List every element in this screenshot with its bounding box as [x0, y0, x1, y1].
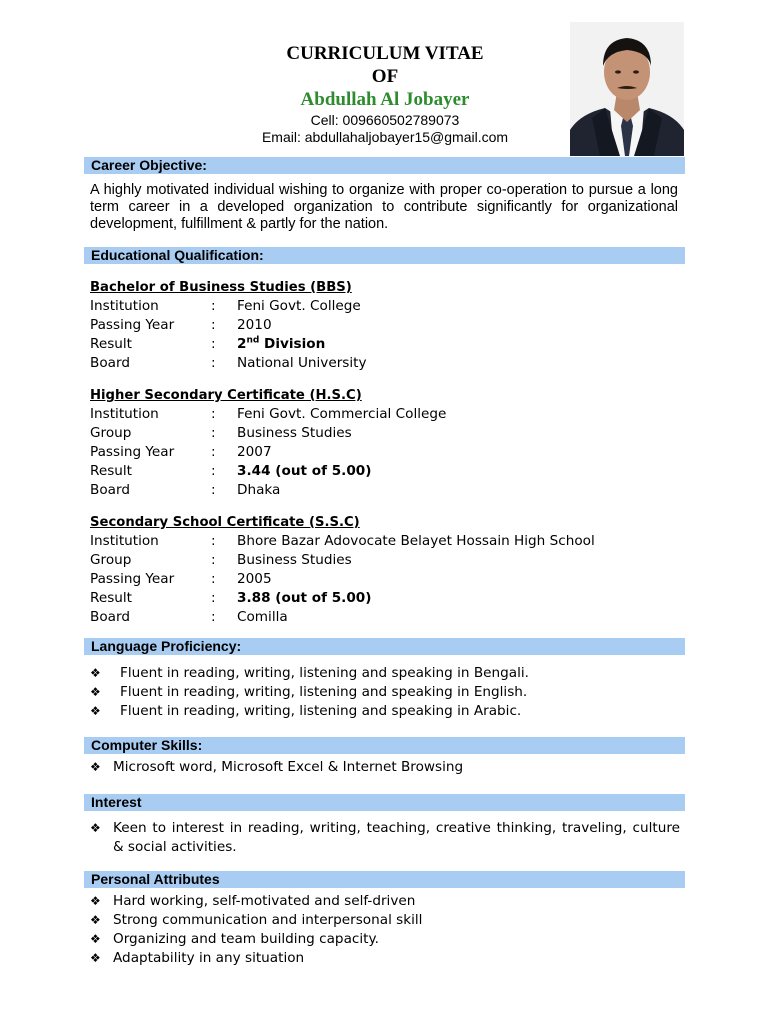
portrait-icon	[570, 22, 684, 156]
section-career-objective: Career Objective:	[84, 157, 685, 174]
row-separator: :	[211, 336, 216, 352]
ssc-row	[90, 589, 690, 608]
cv-title: CURRICULUM VITAE	[286, 43, 484, 64]
computer-skills-list	[90, 758, 680, 777]
bbs-row	[90, 316, 690, 335]
row-value	[237, 335, 325, 354]
list-item	[90, 949, 680, 968]
row-separator: :	[211, 317, 216, 333]
list-item-text: Strong communication and interpersonal skill	[113, 912, 423, 928]
diamond-bullet-icon: ❖	[90, 666, 101, 680]
result-division: Division	[259, 336, 326, 352]
hsc-row	[90, 424, 690, 443]
list-item-text: Fluent in reading, writing, listening and speaking in English.	[120, 684, 528, 700]
row-separator: :	[211, 552, 216, 568]
row-label: Board	[90, 355, 130, 371]
row-value: Comilla	[237, 609, 288, 625]
personal-attributes-list	[90, 892, 680, 968]
career-objective-text: A highly motivated individual wishing to organize with proper co-operation to pursue a long term career in a developed organization to contribute significantly for organizational development, fulfillment & partly for the nation.	[90, 182, 678, 232]
ssc-row	[90, 570, 690, 589]
row-label: Result	[90, 590, 133, 606]
ssc-row	[90, 532, 690, 551]
row-separator: :	[211, 444, 216, 460]
row-value: Feni Govt. Commercial College	[237, 406, 447, 422]
list-item	[90, 683, 680, 702]
row-separator: :	[211, 298, 216, 314]
row-value: Dhaka	[237, 482, 281, 498]
list-item	[90, 664, 680, 683]
diamond-bullet-icon: ❖	[90, 951, 101, 965]
list-item-text: Organizing and team building capacity.	[113, 931, 379, 947]
list-item-text: Fluent in reading, writing, listening and speaking in Arabic.	[120, 703, 522, 719]
row-label: Result	[90, 336, 133, 352]
row-separator: :	[211, 406, 216, 422]
diamond-bullet-icon: ❖	[90, 894, 101, 908]
list-item	[90, 702, 680, 721]
list-item-text: Microsoft word, Microsoft Excel & Internet Browsing	[113, 759, 464, 775]
row-value: Feni Govt. College	[237, 298, 361, 314]
list-item	[90, 911, 680, 930]
row-separator: :	[211, 571, 216, 587]
row-label: Group	[90, 425, 132, 441]
hsc-row	[90, 405, 690, 424]
bbs-row	[90, 335, 690, 354]
row-label: Board	[90, 609, 130, 625]
ssc-row	[90, 608, 690, 627]
cell-number: Cell: 009660502789073	[310, 112, 460, 128]
row-separator: :	[211, 590, 216, 606]
row-value: National University	[237, 355, 367, 371]
row-separator: :	[211, 533, 216, 549]
row-label: Group	[90, 552, 132, 568]
list-item-text: Fluent in reading, writing, listening and speaking in Bengali.	[120, 665, 529, 681]
hsc-row	[90, 462, 690, 481]
row-label: Institution	[90, 298, 159, 314]
row-value: 2005	[237, 571, 272, 587]
bbs-row	[90, 354, 690, 373]
cv-header	[230, 42, 540, 146]
section-computer-skills: Computer Skills:	[84, 737, 685, 754]
section-language-proficiency: Language Proficiency:	[84, 638, 685, 655]
row-label: Institution	[90, 533, 159, 549]
row-label: Passing Year	[90, 444, 175, 460]
list-item	[90, 819, 680, 857]
row-label: Institution	[90, 406, 159, 422]
section-educational-qualification: Educational Qualification:	[84, 247, 685, 264]
diamond-bullet-icon: ❖	[90, 821, 101, 835]
row-label: Board	[90, 482, 130, 498]
row-value: 3.44 (out of 5.00)	[237, 463, 372, 479]
row-label: Result	[90, 463, 133, 479]
diamond-bullet-icon: ❖	[90, 704, 101, 718]
row-value: Bhore Bazar Adovocate Belayet Hossain High School	[237, 533, 595, 549]
result-ordinal: nd	[246, 335, 260, 346]
row-value: 2010	[237, 317, 272, 333]
row-separator: :	[211, 355, 216, 371]
list-item-text: Keen to interest in reading, writing, teaching, creative thinking, traveling, culture & social activities.	[113, 820, 680, 855]
list-item	[90, 758, 680, 777]
candidate-name: Abdullah Al Jobayer	[300, 89, 470, 110]
bbs-title: Bachelor of Business Studies (BBS)	[90, 280, 352, 295]
row-value: 3.88 (out of 5.00)	[237, 590, 372, 606]
row-separator: :	[211, 482, 216, 498]
section-interest: Interest	[84, 794, 685, 811]
diamond-bullet-icon: ❖	[90, 685, 101, 699]
hsc-row	[90, 443, 690, 462]
email-address: Email: abdullahaljobayer15@gmail.com	[261, 129, 509, 145]
hsc-title: Higher Secondary Certificate (H.S.C)	[90, 388, 362, 403]
row-separator: :	[211, 463, 216, 479]
list-item-text: Adaptability in any situation	[113, 950, 305, 966]
diamond-bullet-icon: ❖	[90, 913, 101, 927]
cv-of: OF	[371, 66, 399, 87]
row-value: 2007	[237, 444, 272, 460]
diamond-bullet-icon: ❖	[90, 932, 101, 946]
section-personal-attributes: Personal Attributes	[84, 871, 685, 888]
hsc-row	[90, 481, 690, 500]
diamond-bullet-icon: ❖	[90, 760, 101, 774]
language-list	[90, 664, 680, 721]
list-item	[90, 892, 680, 911]
list-item-text: Hard working, self-motivated and self-driven	[113, 893, 416, 909]
profile-photo	[570, 22, 684, 156]
row-label: Passing Year	[90, 571, 175, 587]
row-label: Passing Year	[90, 317, 175, 333]
ssc-title: Secondary School Certificate (S.S.C)	[90, 515, 360, 530]
bbs-row	[90, 297, 690, 316]
ssc-row	[90, 551, 690, 570]
result-number: 2	[237, 336, 247, 352]
interest-list	[90, 819, 680, 857]
row-value: Business Studies	[237, 552, 352, 568]
list-item	[90, 930, 680, 949]
row-separator: :	[211, 609, 216, 625]
row-separator: :	[211, 425, 216, 441]
row-value: Business Studies	[237, 425, 352, 441]
